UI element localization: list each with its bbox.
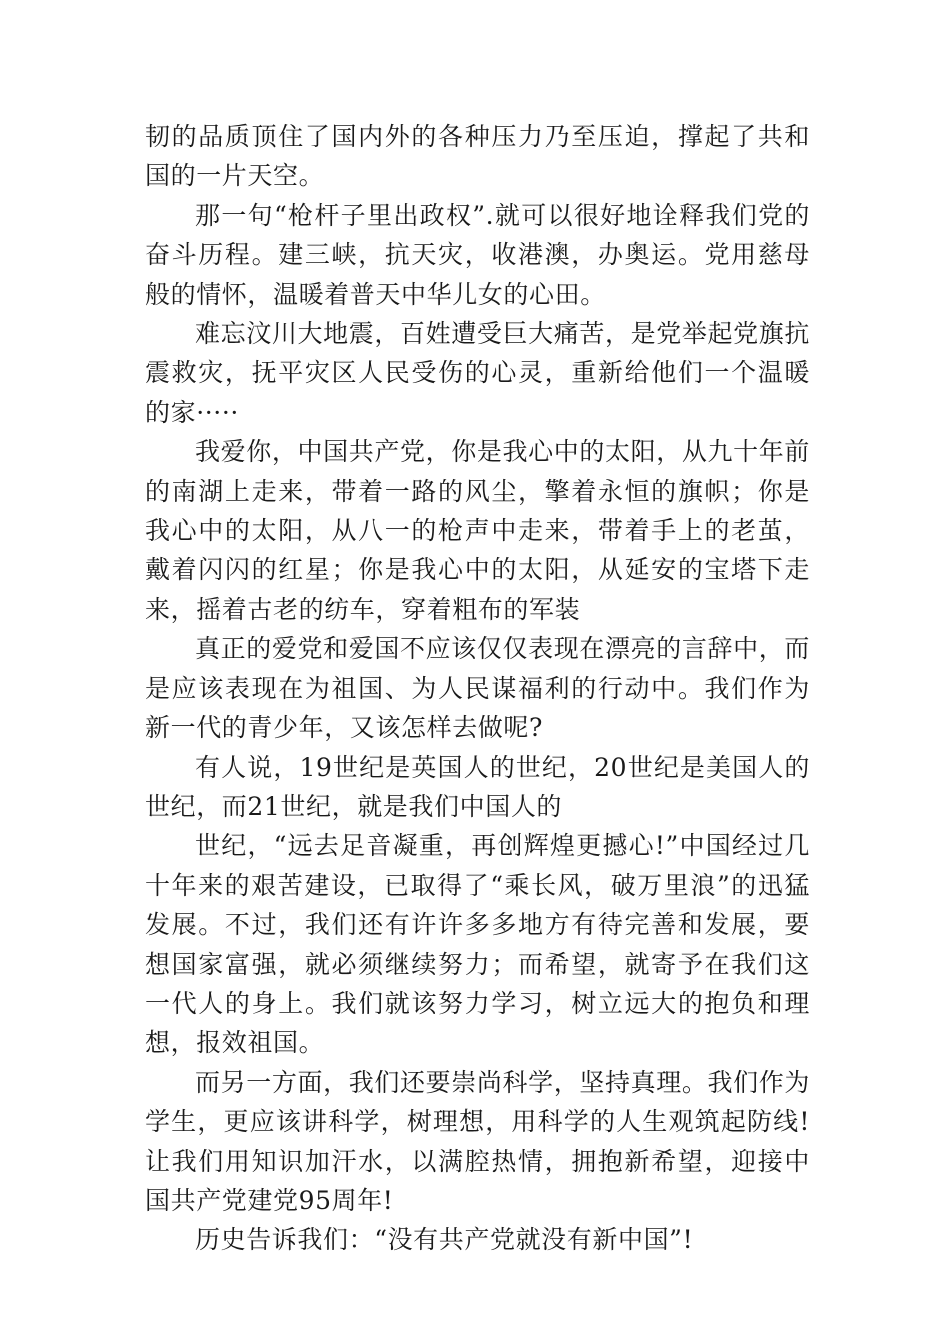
paragraph: 韧的品质顶住了国内外的各种压力乃至压迫，撑起了共和国的一片天空。 — [145, 122, 810, 191]
paragraph: 世纪，“远去足音凝重，再创辉煌更撼心!”中国经过几十年来的艰苦建设，已取得了“乘长风，破万里浪”的迅猛发展。不过，我们还有许许多多地方有待完善和发展，要想国家富强，就必须继续努力；而希望，就寄予在我们这一代人的身上。我们就该努力学习，树立远大的抱负和理想，报效祖国。 — [145, 831, 810, 1058]
document-body — [145, 117, 810, 1260]
paragraph: 难忘汶川大地震，百姓遭受巨大痛苦，是党举起党旗抗震救灾，抚平灾区人民受伤的心灵，重新给他们一个温暖的家····· — [145, 319, 810, 427]
paragraph: 而另一方面，我们还要崇尚科学，坚持真理。我们作为学生，更应该讲科学，树理想，用科学的人生观筑起防线!让我们用知识加汗水，以满腔热情，拥抱新希望，迎接中国共产党建党95周年! — [145, 1067, 810, 1215]
paragraph: 有人说，19世纪是英国人的世纪，20世纪是美国人的世纪，而21世纪，就是我们中国人的 — [145, 752, 810, 821]
paragraph: 那一句“枪杆子里出政权”.就可以很好地诠释我们党的奋斗历程。建三峡，抗天灾，收港澳，办奥运。党用慈母般的情怀，温暖着普天中华儿女的心田。 — [145, 200, 810, 309]
paragraph: 我爱你，中国共产党，你是我心中的太阳，从九十年前的南湖上走来，带着一路的风尘，擎着永恒的旗帜；你是我心中的太阳，从八一的枪声中走来，带着手上的老茧，戴着闪闪的红星；你是我心中的太阳，从延安的宝塔下走来，摇着古老的纺车，穿着粗布的军装 — [145, 437, 810, 624]
paragraph: 历史告诉我们：“没有共产党就没有新中国”! — [195, 1225, 694, 1255]
paragraph: 真正的爱党和爱国不应该仅仅表现在漂亮的言辞中，而是应该表现在为祖国、为人民谋福利的行动中。我们作为新一代的青少年，又该怎样去做呢? — [145, 634, 810, 743]
